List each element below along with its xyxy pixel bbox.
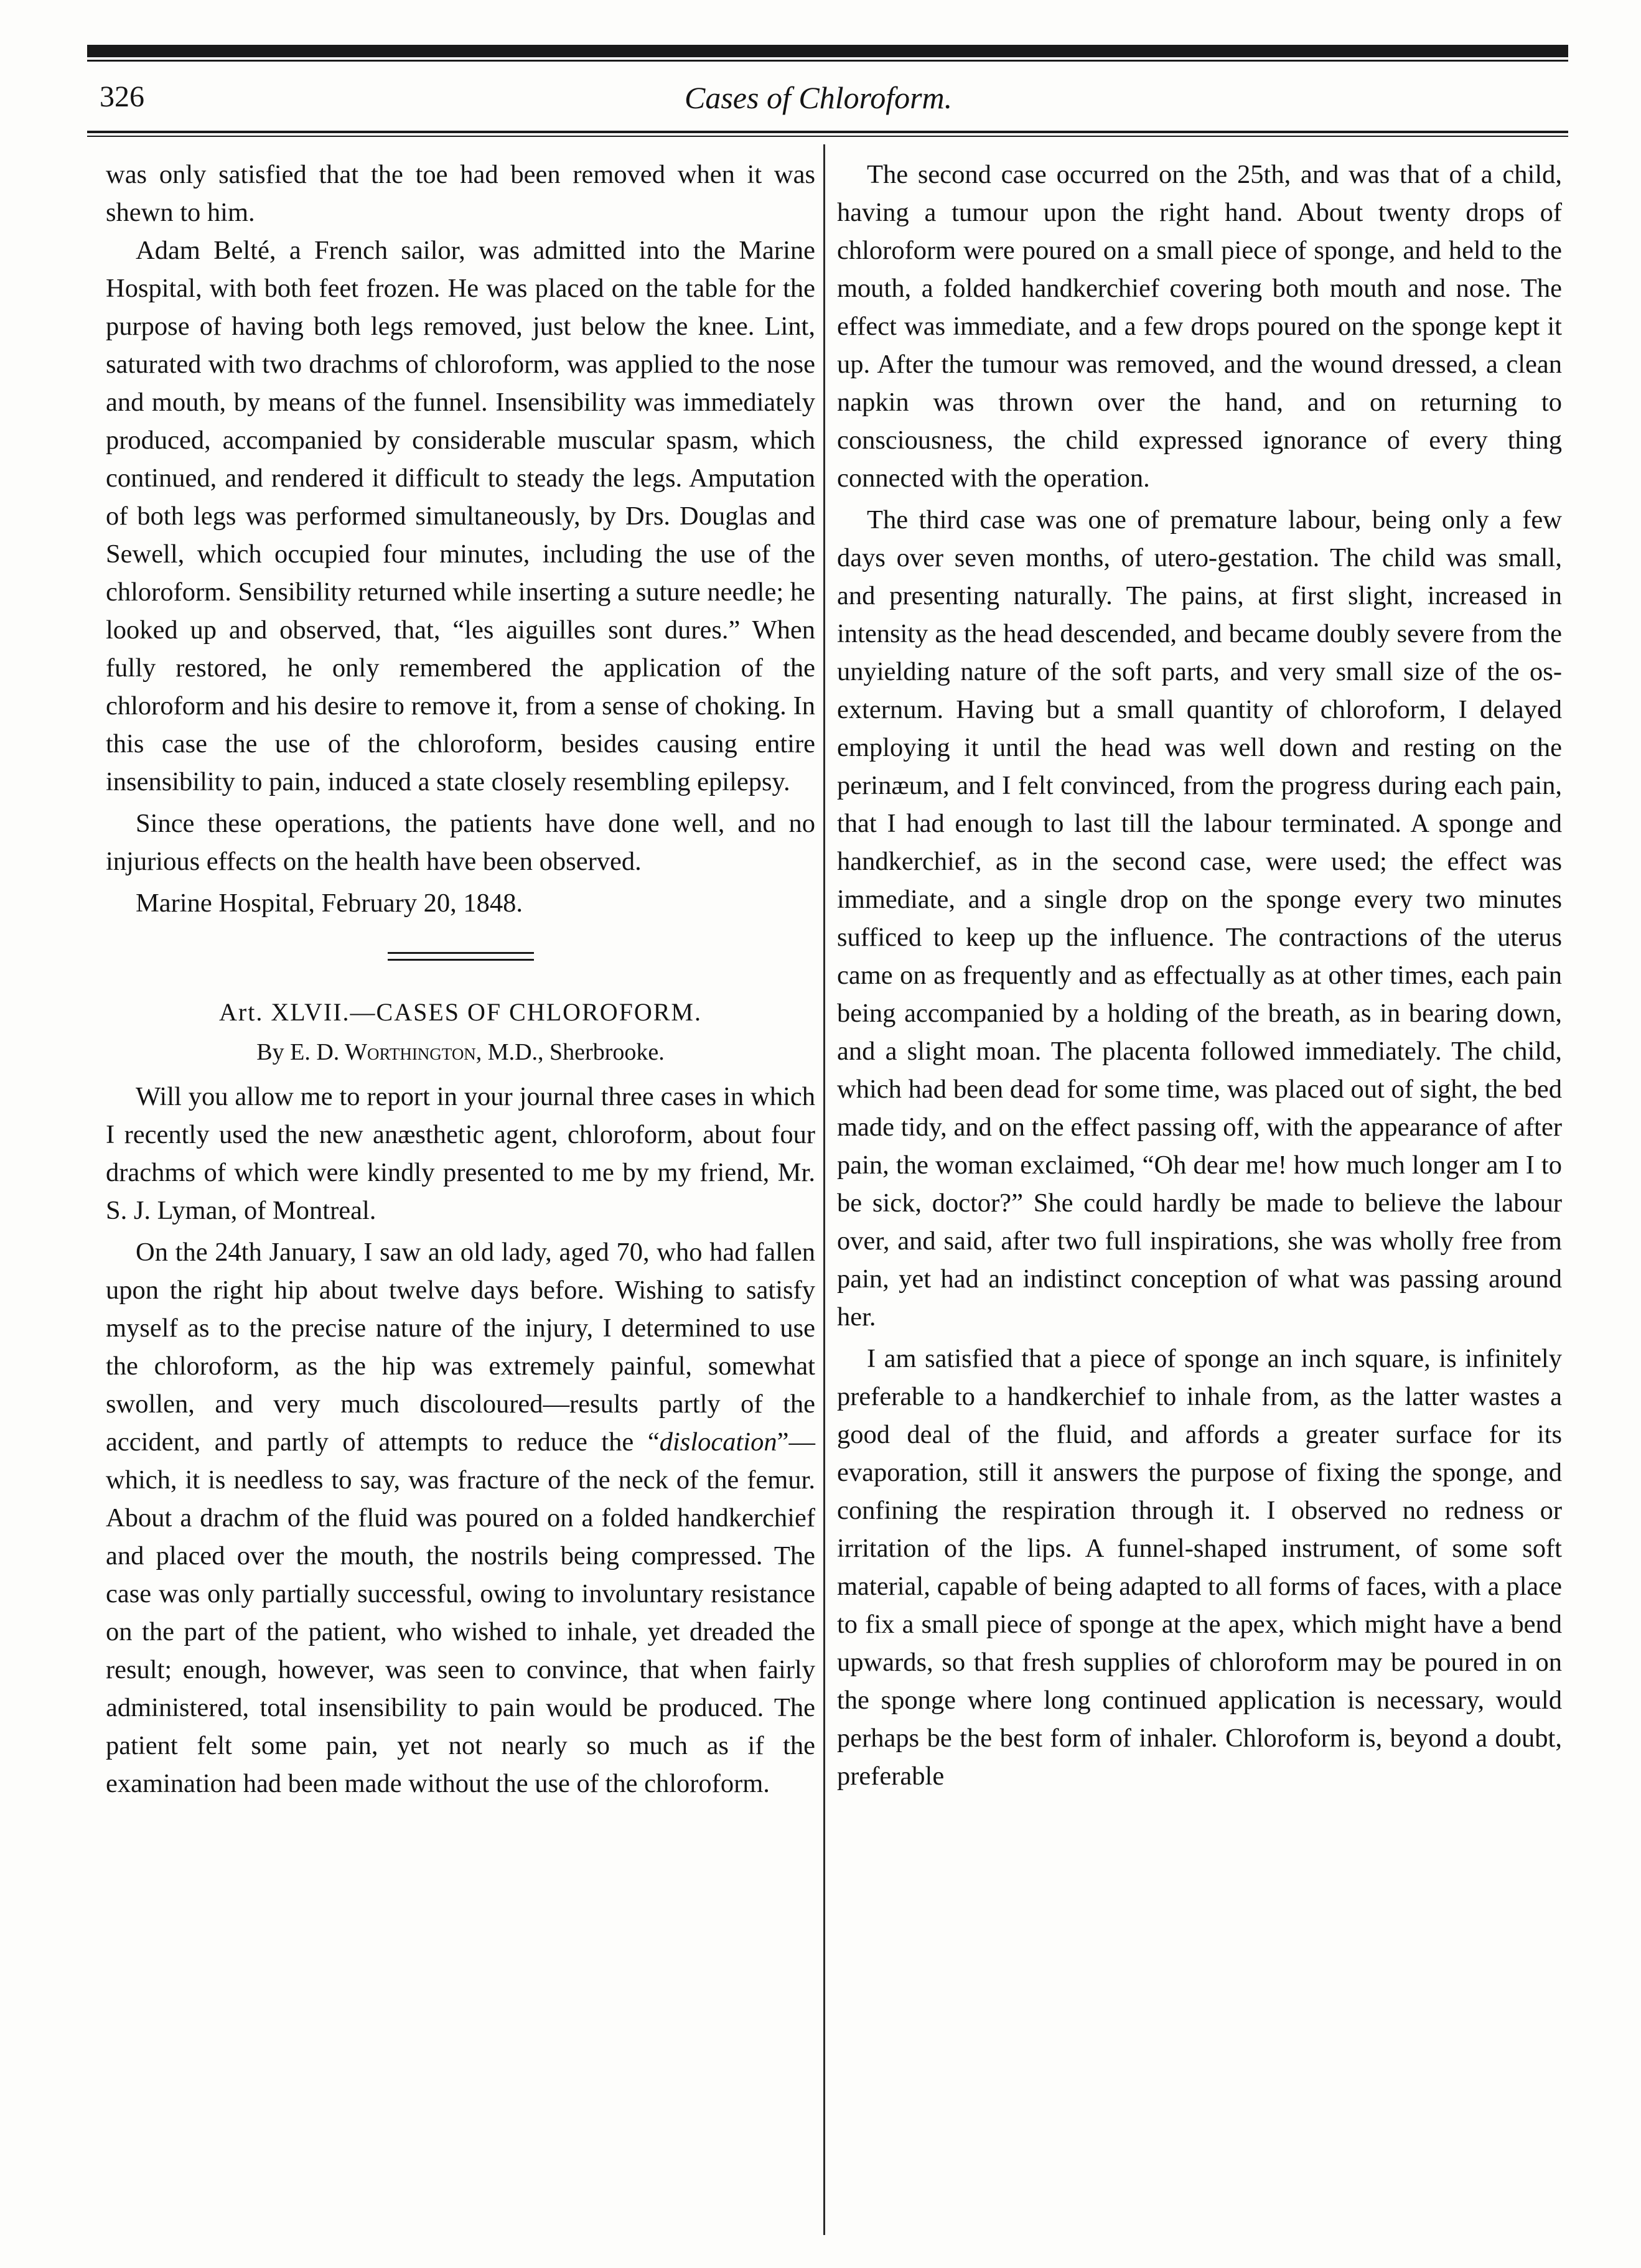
running-head: Cases of Chloroform. — [685, 80, 953, 115]
section-rule — [388, 959, 534, 961]
top-ornamental-rule — [87, 45, 1568, 57]
right-column — [837, 156, 1562, 1795]
article-byline — [106, 1034, 815, 1071]
article-title: Art. XLVII.—CASES OF CHLOROFORM. — [219, 998, 702, 1026]
paragraph: Will you allow me to report in your journal three cases in which I recently used the new anæsthetic agent, chloroform, about four drachms of which were kindly presented to me by my friend, Mr. S. J. Lyman, of Montreal. — [106, 1082, 815, 1225]
dateline: Marine Hospital, February 20, 1848. — [136, 889, 523, 918]
header-rule-thin — [87, 136, 1568, 137]
header-rule — [87, 131, 1568, 133]
top-thin-rule — [87, 60, 1568, 62]
paragraph: was only satisfied that the toe had been removed when it was shewn to him. — [106, 160, 815, 227]
paragraph: The second case occurred on the 25th, and was that of a child, having a tumour upon the right hand. About twenty drops of chloroform were poured on a small piece of sponge, and held to the mouth, a folded handkerchief covering both mouth and nose. The effect was immediate, and a few drops poured on the sponge kept it up. After the tumour was removed, and the wound dressed, a clean napkin was thrown over the hand, and on returning to consciousness, the child expressed ignorance of every thing connected with the operation. — [837, 160, 1562, 493]
section-rule — [388, 952, 534, 954]
paragraph: On the 24th January, I saw an old lady, aged 70, who had fallen upon the right hip about twelve days before. Wishing to satisfy myself as to the precise nature of the injury, I determined to use the chloroform, as the hip was extremely painful, somewhat swollen, and very much discoloured—results partly of the accident, and partly of attempts to reduce the “dislocation”—which, it is needless to say, was fracture of the neck of the femur. About a drachm of the fluid was poured on a folded handkerchief and placed over the mouth, the nostrils being compressed. The case was only partially successful, owing to involuntary resistance on the part of the patient, who wished to inhale, yet dreaded the result; enough, however, was seen to convince, that when fairly administered, total insensibility to pain would be produced. The patient felt some pain, yet not nearly so much as if the examination had been made without the use of the chloroform. — [106, 1238, 815, 1798]
page-number: 326 — [100, 80, 144, 113]
paragraph: I am satisfied that a piece of sponge an inch square, is infinitely preferable to a handkerchief to inhale from, as the latter wastes a good deal of the fluid, and affords a greater surface for its evaporation, still it answers the purpose of fixing the sponge, and confining the respiration through it. I observed no redness or irritation of the lips. A funnel-shaped instrument, of some soft material, capable of being adapted to all forms of faces, with a place to fix a small piece of sponge at the apex, which might have a bend upwards, so that fresh supplies of chloroform may be poured in on the sponge where long continued application is necessary, would perhaps be the best form of inhaler. Chloroform is, beyond a doubt, preferable — [837, 1344, 1562, 1791]
paragraph: The third case was one of premature labour, being only a few days over seven months, of utero-gestation. The child was small, and presenting naturally. The pains, at first slight, increased in intensity as the head descended, and became doubly severe from the unyielding nature of the soft parts, and very small size of the os-externum. Having but a small quantity of chloroform, I delayed employing it until the head was well down and resting on the perinæum, and I felt convinced, from the progress during each pain, that I had enough to last till the labour terminated. A sponge and handkerchief, as in the second case, were used; the effect was immediate, and a single drop on the sponge every two minutes sufficed to keep up the influence. The contractions of the uterus came on as frequently and as effectually as at other times, each pain being accompanied by a holding of the breath, as in bearing down, and a slight moan. The placenta followed immediately. The child, which had been dead for some time, was placed out of sight, the bed made tidy, and on the effect passing off, with the appearance of after pain, the woman exclaimed, “Oh dear me! how much longer am I to be sick, doctor?” She could hardly be made to believe the labour over, and said, after two full inspirations, she was wholly free from pain, yet had an indistinct conception of what was passing around her. — [837, 505, 1562, 1332]
paragraph: Since these operations, the patients have done well, and no injurious effects on the health have been observed. — [106, 809, 815, 876]
left-column — [106, 156, 815, 1803]
byline-author: E. D. Worthington, M.D., — [290, 1039, 544, 1065]
byline-by: By — [256, 1039, 284, 1065]
column-divider — [823, 144, 825, 2235]
byline-place: Sherbrooke. — [549, 1039, 665, 1065]
paragraph: Adam Belté, a French sailor, was admitted into the Marine Hospital, with both feet frozen. He was placed on the table for the purpose of having both legs removed, just below the knee. Lint, saturated with two drachms of chloroform, was applied to the nose and mouth, by means of the funnel. Insensibility was immediately produced, accompanied by considerable muscular spasm, which continued, and rendered it difficult to steady the legs. Amputation of both legs was performed simultaneously, by Drs. Douglas and Sewell, which occupied four minutes, including the use of the chloroform. Sensibility returned while inserting a suture needle; he looked up and observed, that, “les aiguilles sont dures.” When fully restored, he only remembered the application of the chloroform and his desire to remove it, from a sense of choking. In this case the use of the chloroform, besides causing entire insensibility to pain, induced a state closely resembling epilepsy. — [106, 236, 815, 796]
